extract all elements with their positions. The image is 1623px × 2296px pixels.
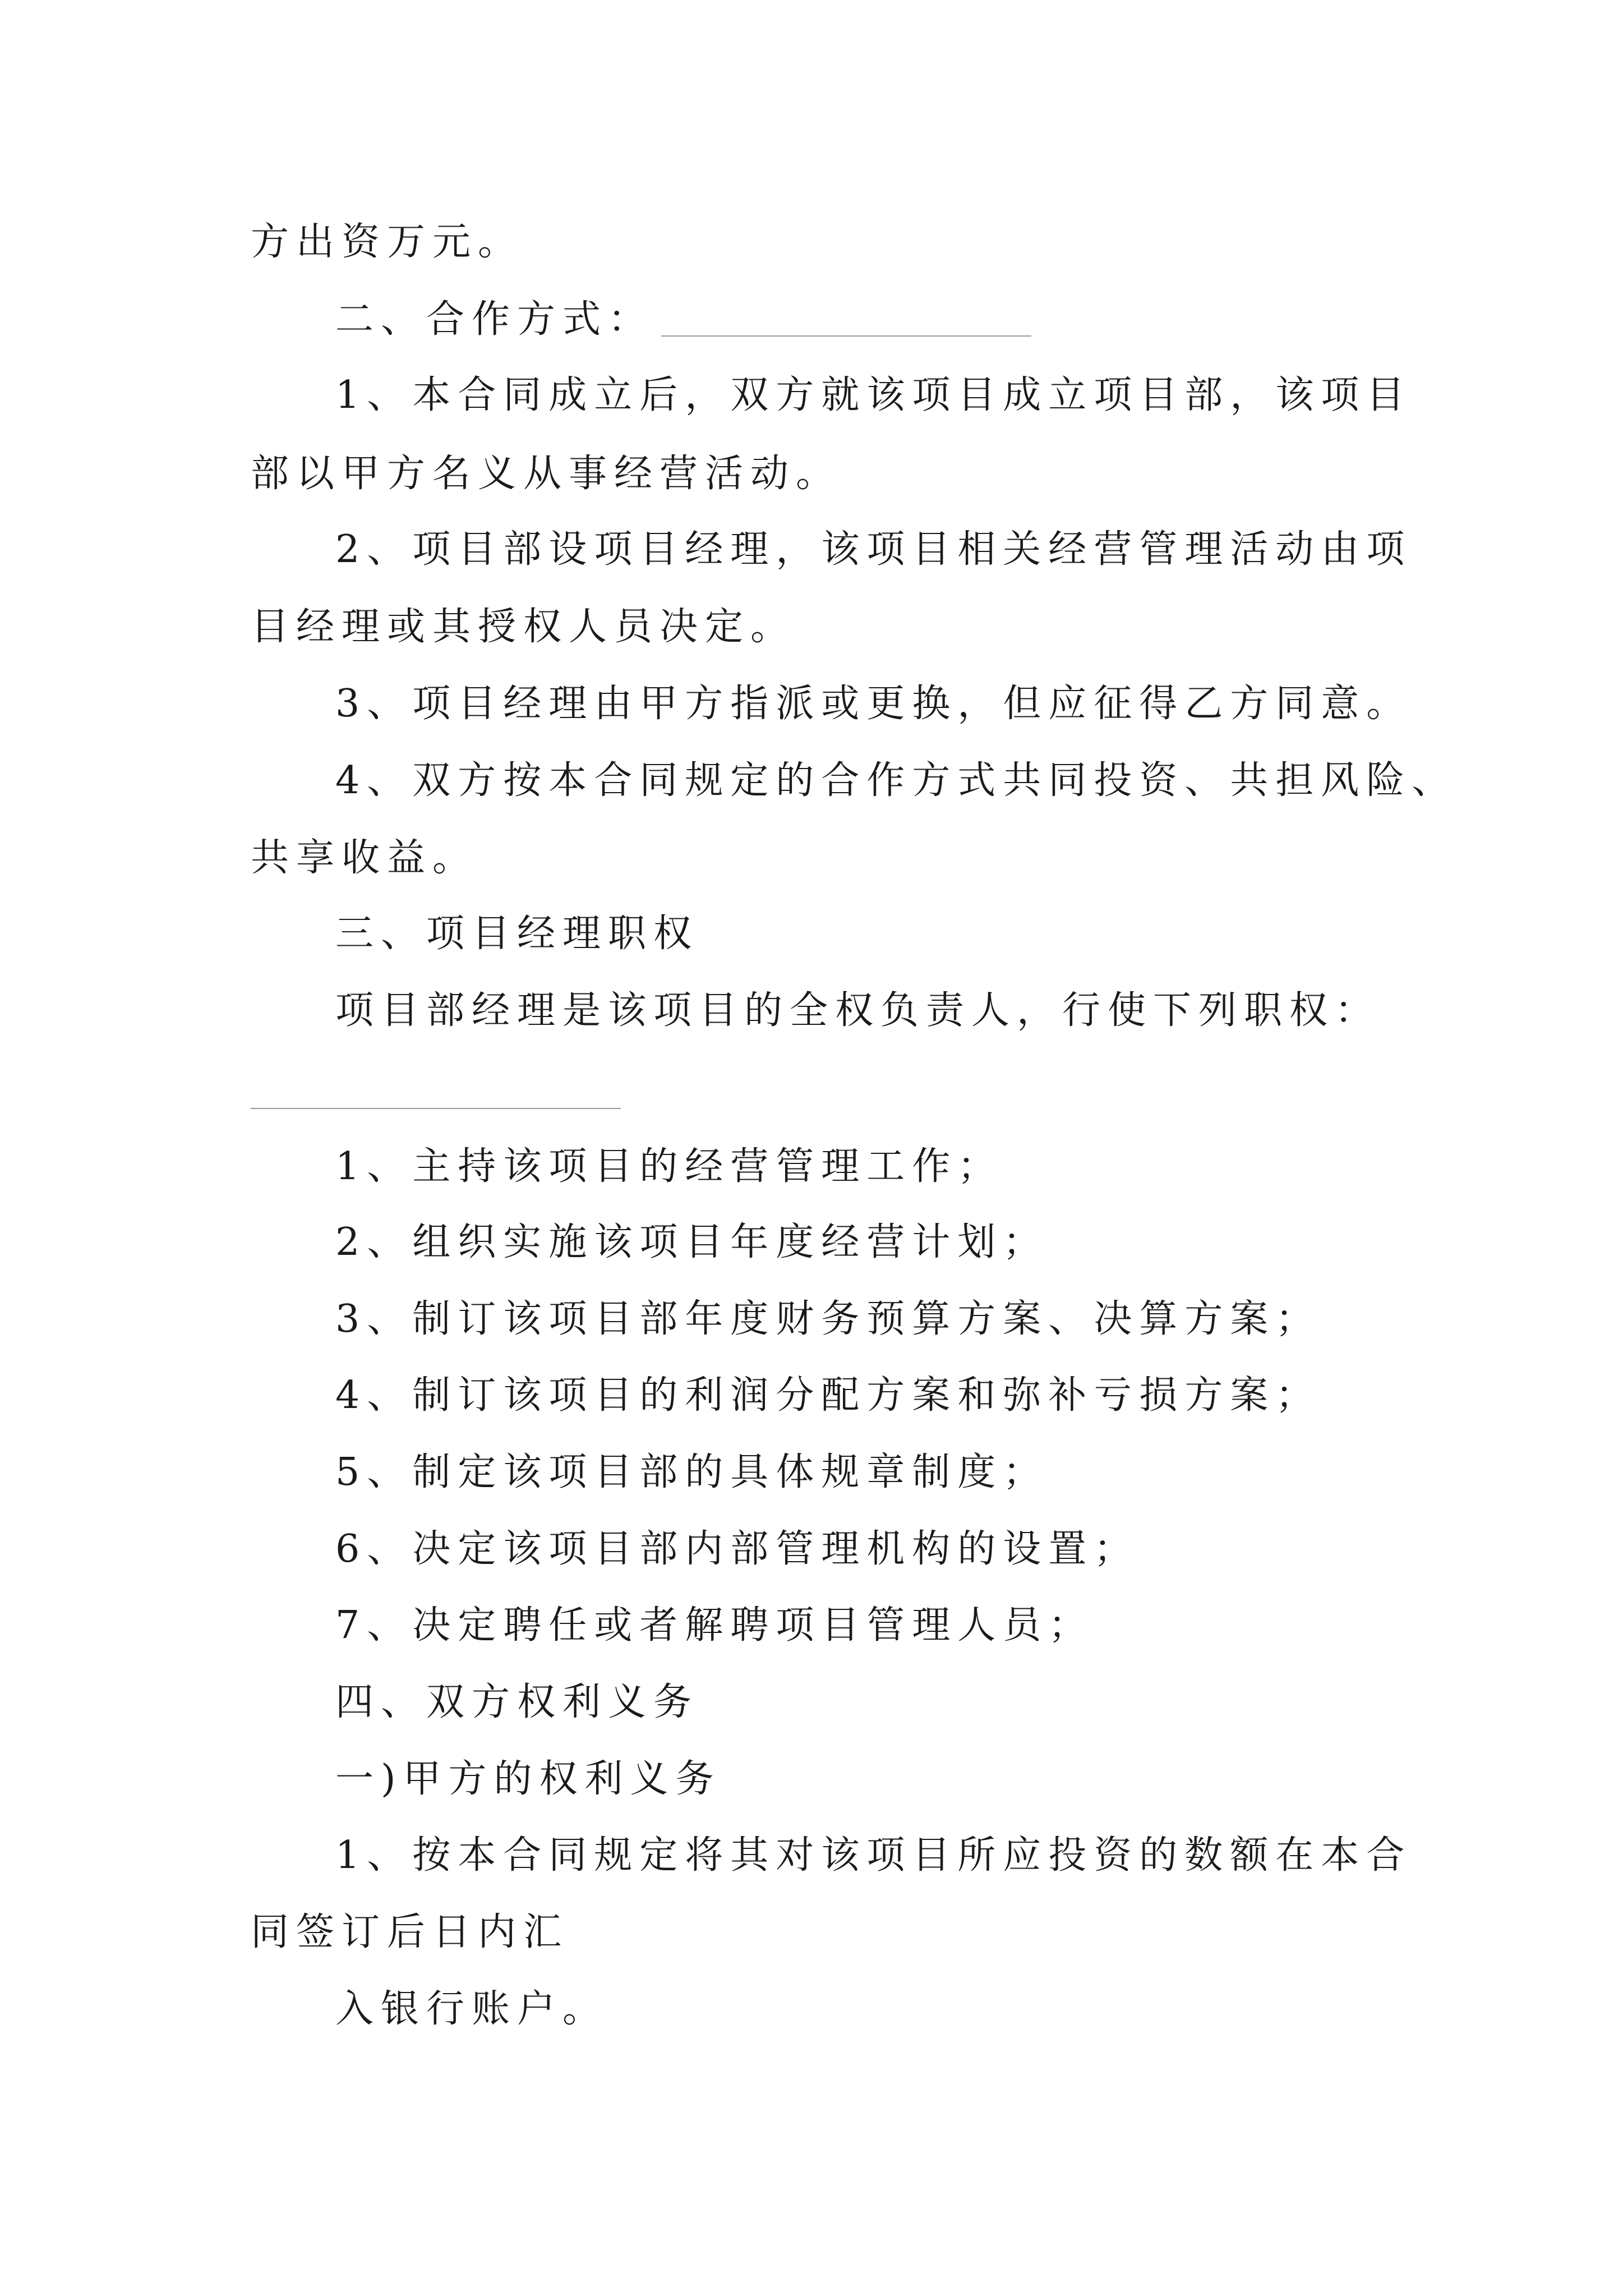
text-line: 共享收益。 bbox=[251, 836, 478, 880]
text-line: 目经理或其授权人员决定。 bbox=[251, 605, 796, 649]
text-line: 4、双方按本合同规定的合作方式共同投资、共担风险、 bbox=[335, 758, 1458, 803]
list-item: 6、决定该项目部内部管理机构的设置； bbox=[335, 1527, 1140, 1571]
list-item: 5、制定该项目部的具体规章制度； bbox=[335, 1450, 1049, 1494]
section-heading-manager-powers: 三、项目经理职权 bbox=[335, 912, 699, 956]
list-item: 7、决定聘任或者解聘项目管理人员； bbox=[335, 1603, 1094, 1648]
text-line: 项目部经理是该项目的全权负责人，行使下列职权： bbox=[335, 988, 1381, 1033]
text-line: 同签订后日内汇 bbox=[251, 1910, 569, 1954]
list-item: 2、组织实施该项目年度经营计划； bbox=[335, 1220, 1049, 1264]
text-line: 入银行账户。 bbox=[335, 1987, 608, 2031]
text-line: 部以甲方名义从事经营活动。 bbox=[251, 452, 842, 496]
text-line: 2、项目部设项目经理，该项目相关经营管理活动由项 bbox=[335, 527, 1412, 572]
fill-in-blank bbox=[661, 334, 1031, 337]
list-item: 3、制订该项目部年度财务预算方案、决算方案； bbox=[335, 1297, 1321, 1341]
text-line: 3、项目经理由甲方指派或更换，但应征得乙方同意。 bbox=[335, 682, 1412, 726]
section-heading-rights-obligations: 四、双方权利义务 bbox=[335, 1680, 699, 1724]
text-line: 1、本合同成立后，双方就该项目成立项目部，该项目 bbox=[335, 373, 1412, 417]
text-line: 方出资万元。 bbox=[251, 220, 524, 264]
subsection-heading: 一)甲方的权利义务 bbox=[335, 1757, 721, 1801]
list-item: 4、制订该项目的利润分配方案和弥补亏损方案； bbox=[335, 1373, 1321, 1418]
fill-in-blank bbox=[251, 1108, 621, 1109]
list-item: 1、主持该项目的经营管理工作； bbox=[335, 1144, 1003, 1189]
section-heading-cooperation: 二、合作方式： bbox=[335, 297, 1031, 342]
text-line: 1、按本合同规定将其对该项目所应投资的数额在本合 bbox=[335, 1833, 1412, 1878]
